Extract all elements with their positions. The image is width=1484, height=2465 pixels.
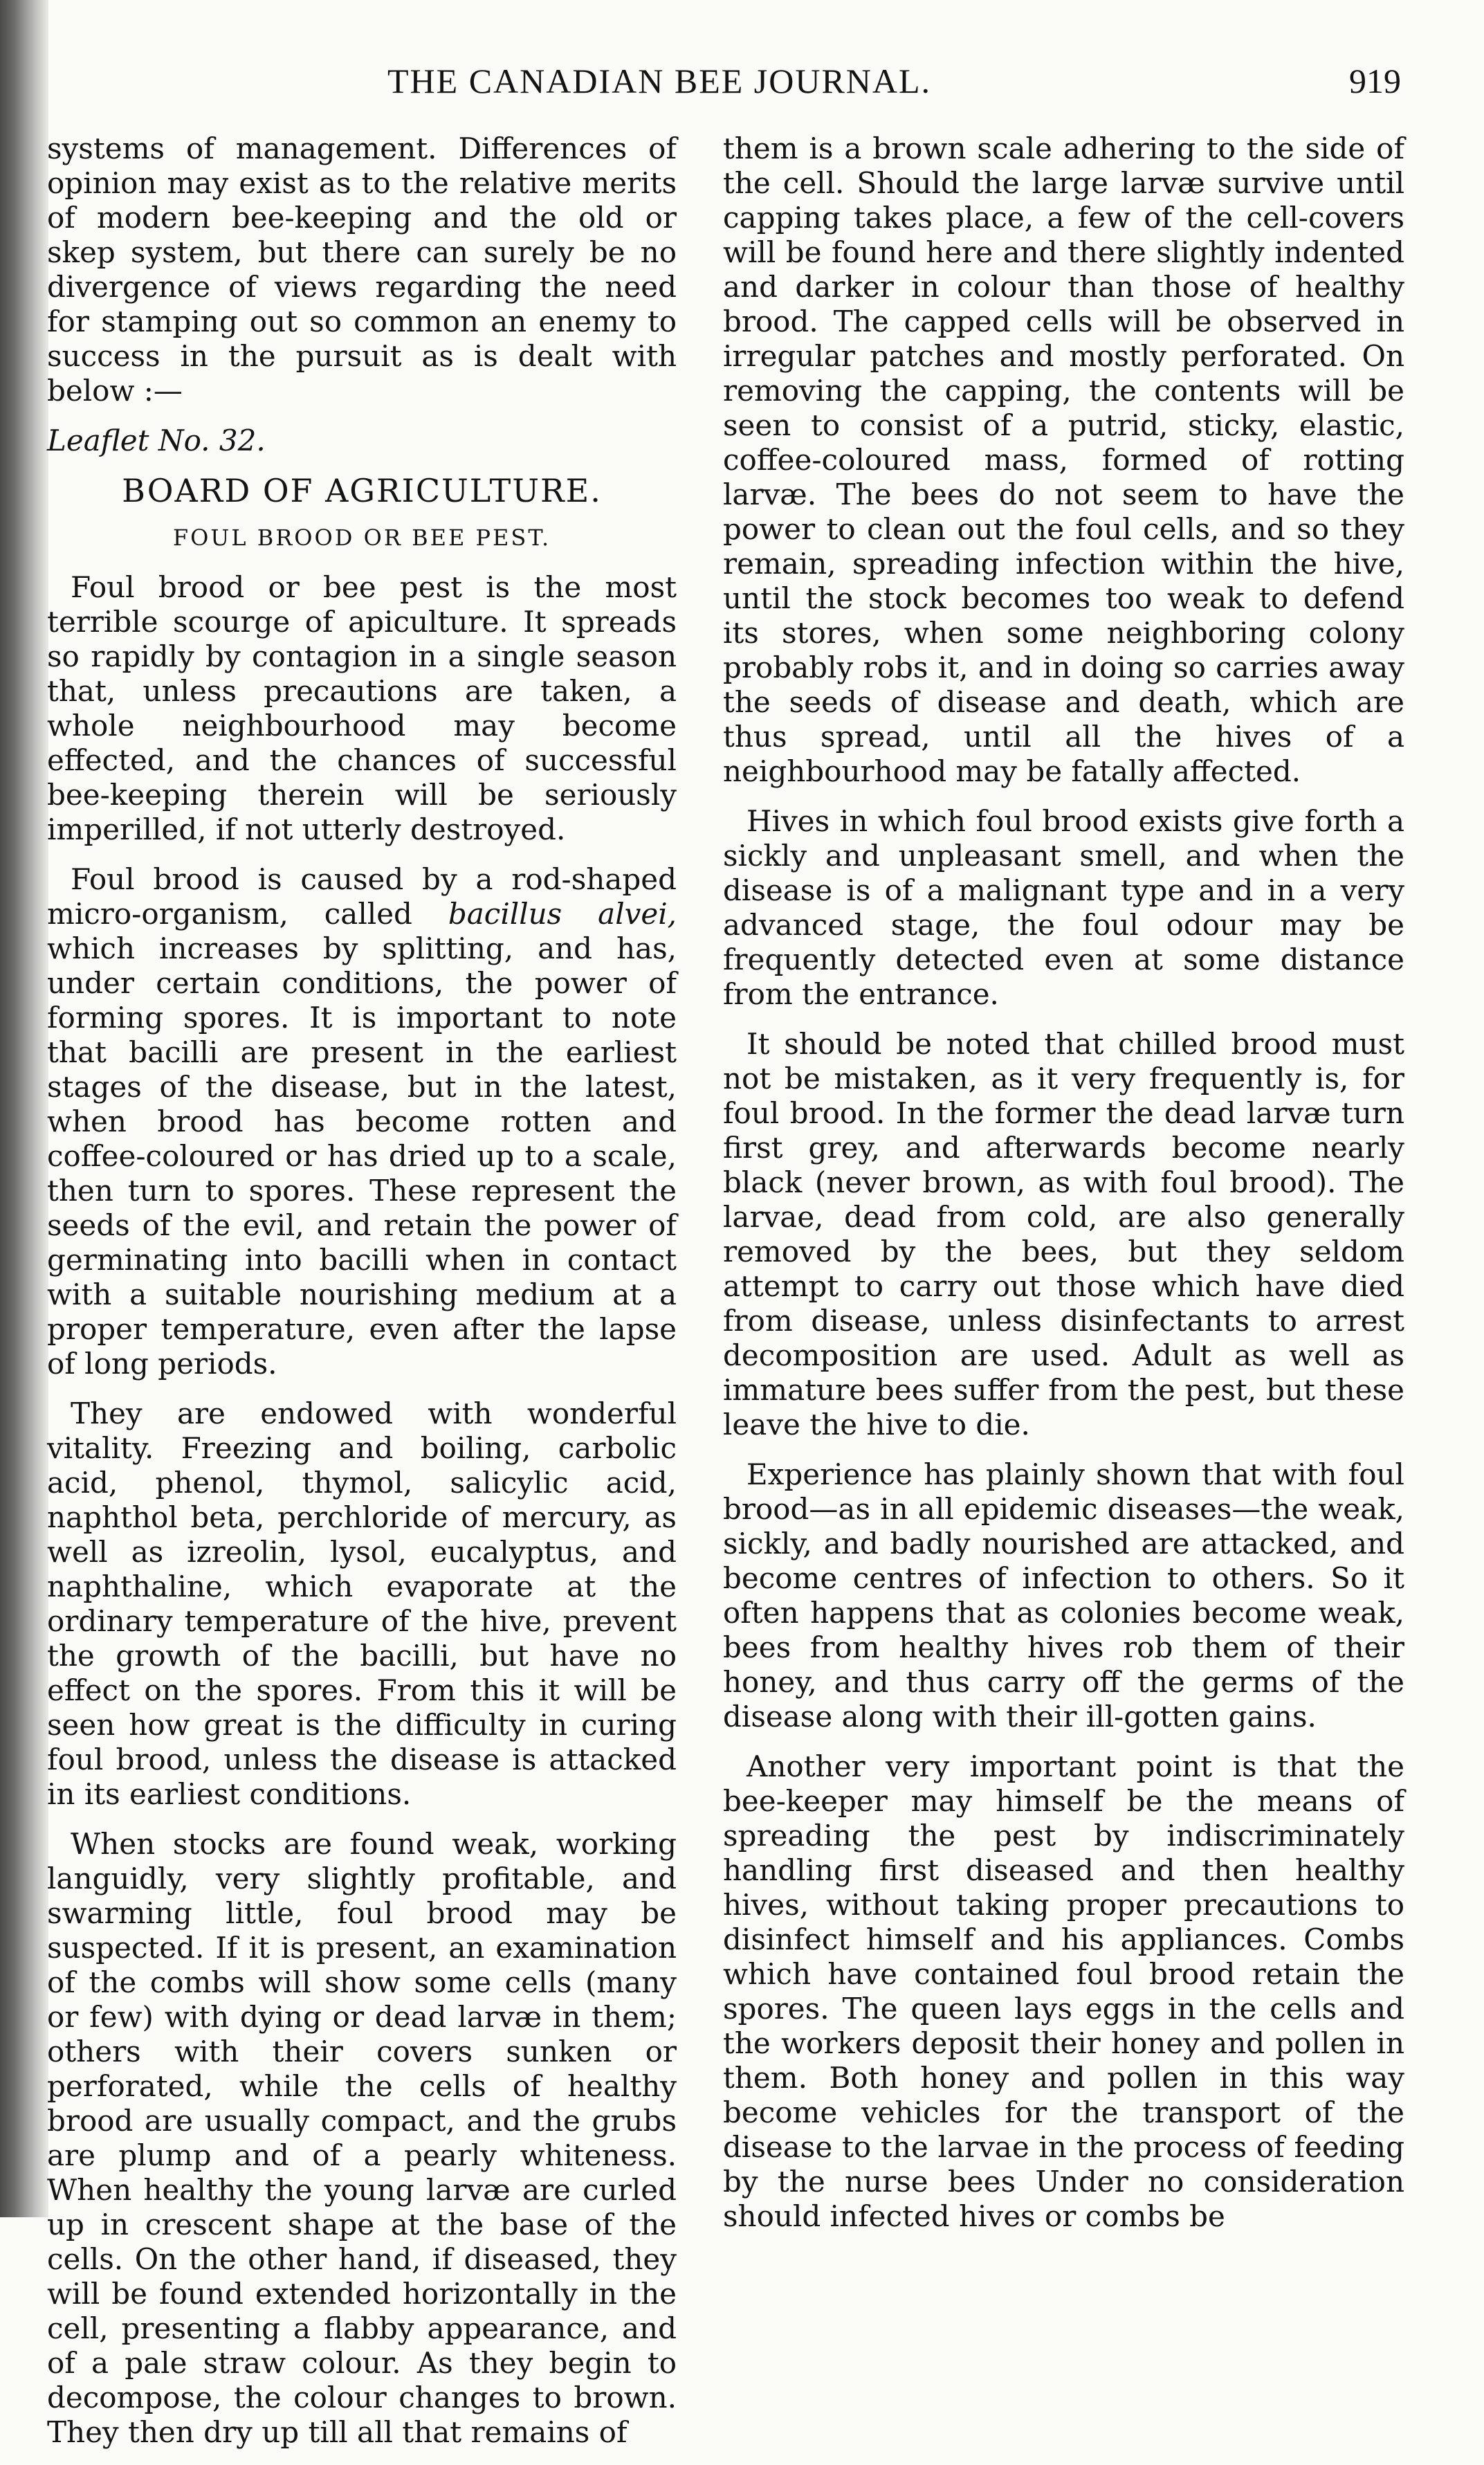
paragraph: Hives in which foul brood exists give forth a sickly and unpleasant smell, and when the disease is of a malignant type and in a very advanced stage, the foul odour may be frequently detected even at some distance from the entrance. <box>723 804 1404 1011</box>
running-head: THE CANADIAN BEE JOURNAL. <box>387 62 932 100</box>
page-binding-edge <box>0 0 48 2217</box>
intro-paragraph: systems of management. Differences of opinion may exist as to the relative merits of modern bee-keeping and the old or skep system, but there can surely be no divergence of views regarding the need for stamping out so common an enemy to success in the pursuit as is dealt with below :— <box>47 131 677 408</box>
paragraph: Experience has plainly shown that with foul brood—as in all epidemic diseases—the weak, sickly, and badly nourished are attacked, and become centres of infection to others. So it often happens that as colonies become weak, bees from healthy hives rob them of their honey, and thus carry off the germs of the disease along with their ill-gotten gains. <box>723 1457 1404 1734</box>
paragraph <box>47 862 677 1381</box>
paragraph: When stocks are found weak, working languidly, very slightly profitable, and swarming little, foul brood may be suspected. If it is present, an examination of the combs will show some cells (many or few) with dying or dead larvæ in them; others with their covers sunken or perforated, while the cells of healthy brood are usually compact, and the grubs are plump and of a pearly whiteness. When healthy the young larvæ are curled up in crescent shape at the base of the cells. On the other hand, if diseased, they will be found extended horizontally in the cell, presenting a flabby appearance, and of a pale straw colour. As they begin to decompose, the colour changes to brown. They then dry up till all that remains of <box>47 1827 677 2449</box>
paragraph: They are endowed with wonderful vitality. Freezing and boiling, carbolic acid, phenol, thymol, salicylic acid, naphthol beta, perchloride of mercury, as well as izreolin, lysol, eucalyptus, and naphthaline, which evaporate at the ordinary temperature of the hive, prevent the growth of the bacilli, but have no effect on the spores. From this it will be seen how great is the difficulty in curing foul brood, unless the disease is attacked in its earliest conditions. <box>47 1397 677 1811</box>
article-heading: BOARD OF AGRICULTURE. <box>122 472 602 509</box>
paragraph: It should be noted that chilled brood must not be mistaken, as it very frequently is, for foul brood. In the former the dead larvæ turn first grey, and afterwards become nearly black (never brown, as with foul brood). The larvae, dead from cold, are also generally removed by the bees, but they seldom attempt to carry out those which have died from disease, unless disinfectants to arrest decomposition are used. Adult as well as immature bees suffer from the pest, but these leave the hive to die. <box>723 1027 1404 1441</box>
species-name: bacillus alvei, <box>448 897 677 931</box>
article-subheading: FOUL BROOD OR BEE PEST. <box>172 525 551 551</box>
page-header <box>387 61 1401 109</box>
paragraph: them is a brown scale adhering to the side of the cell. Should the large larvæ survive until capping takes place, a few of the cell-covers will be found here and there slightly indented and darker in colour than those of healthy brood. The capped cells will be observed in irregular patches and mostly perforated. On removing the capping, the contents will be seen to consist of a putrid, sticky, elastic, coffee-coloured mass, formed of rotting larvæ. The bees do not seem to have the power to clean out the foul cells, and so they remain, spreading infection within the hive, until the stock becomes too weak to defend its stores, when some neighboring colony probably robs it, and in doing so carries away the seeds of disease and death, which are thus spread, until all the hives of a neighbourhood may be fatally affected. <box>723 131 1404 788</box>
right-column <box>723 131 1404 2249</box>
paragraph: Foul brood or bee pest is the most terrible scourge of apiculture. It spreads so rapidly by contagion in a single season that, unless precautions are taken, a whole neighbourhood may become effected, and the chances of successful bee-keeping therein will be seriously imperilled, if not utterly destroyed. <box>47 570 677 846</box>
leaflet-number: Leaflet No. 32. <box>47 424 266 457</box>
left-column <box>47 131 677 2465</box>
paragraph-text: which increases by splitting, and has, under certain conditions, the power of forming spores. It is important to note that bacilli are present in the earliest stages of the disease, but in the latest, when brood has become rotten and coffee-coloured or has dried up to a scale, then turn to spores. These represent the seeds of the evil, and retain the power of germinating into bacilli when in contact with a suitable nourishing medium at a proper temperature, even after the lapse of long periods. <box>47 931 677 1381</box>
page-number: 919 <box>1349 62 1401 100</box>
paragraph: Another very important point is that the bee-keeper may himself be the means of spreading the pest by indiscriminately handling first diseased and then healthy hives, without taking proper precautions to disinfect himself and his appliances. Combs which have contained foul brood retain the spores. The queen lays eggs in the cells and the workers deposit their honey and pollen in them. Both honey and pollen in this way become vehicles for the transport of the disease to the larvae in the process of feeding by the nurse bees Under no consideration should infected hives or combs be <box>723 1749 1404 2233</box>
paragraph-text: Foul brood is caused by a rod-shaped micro-organism, called <box>47 862 677 931</box>
